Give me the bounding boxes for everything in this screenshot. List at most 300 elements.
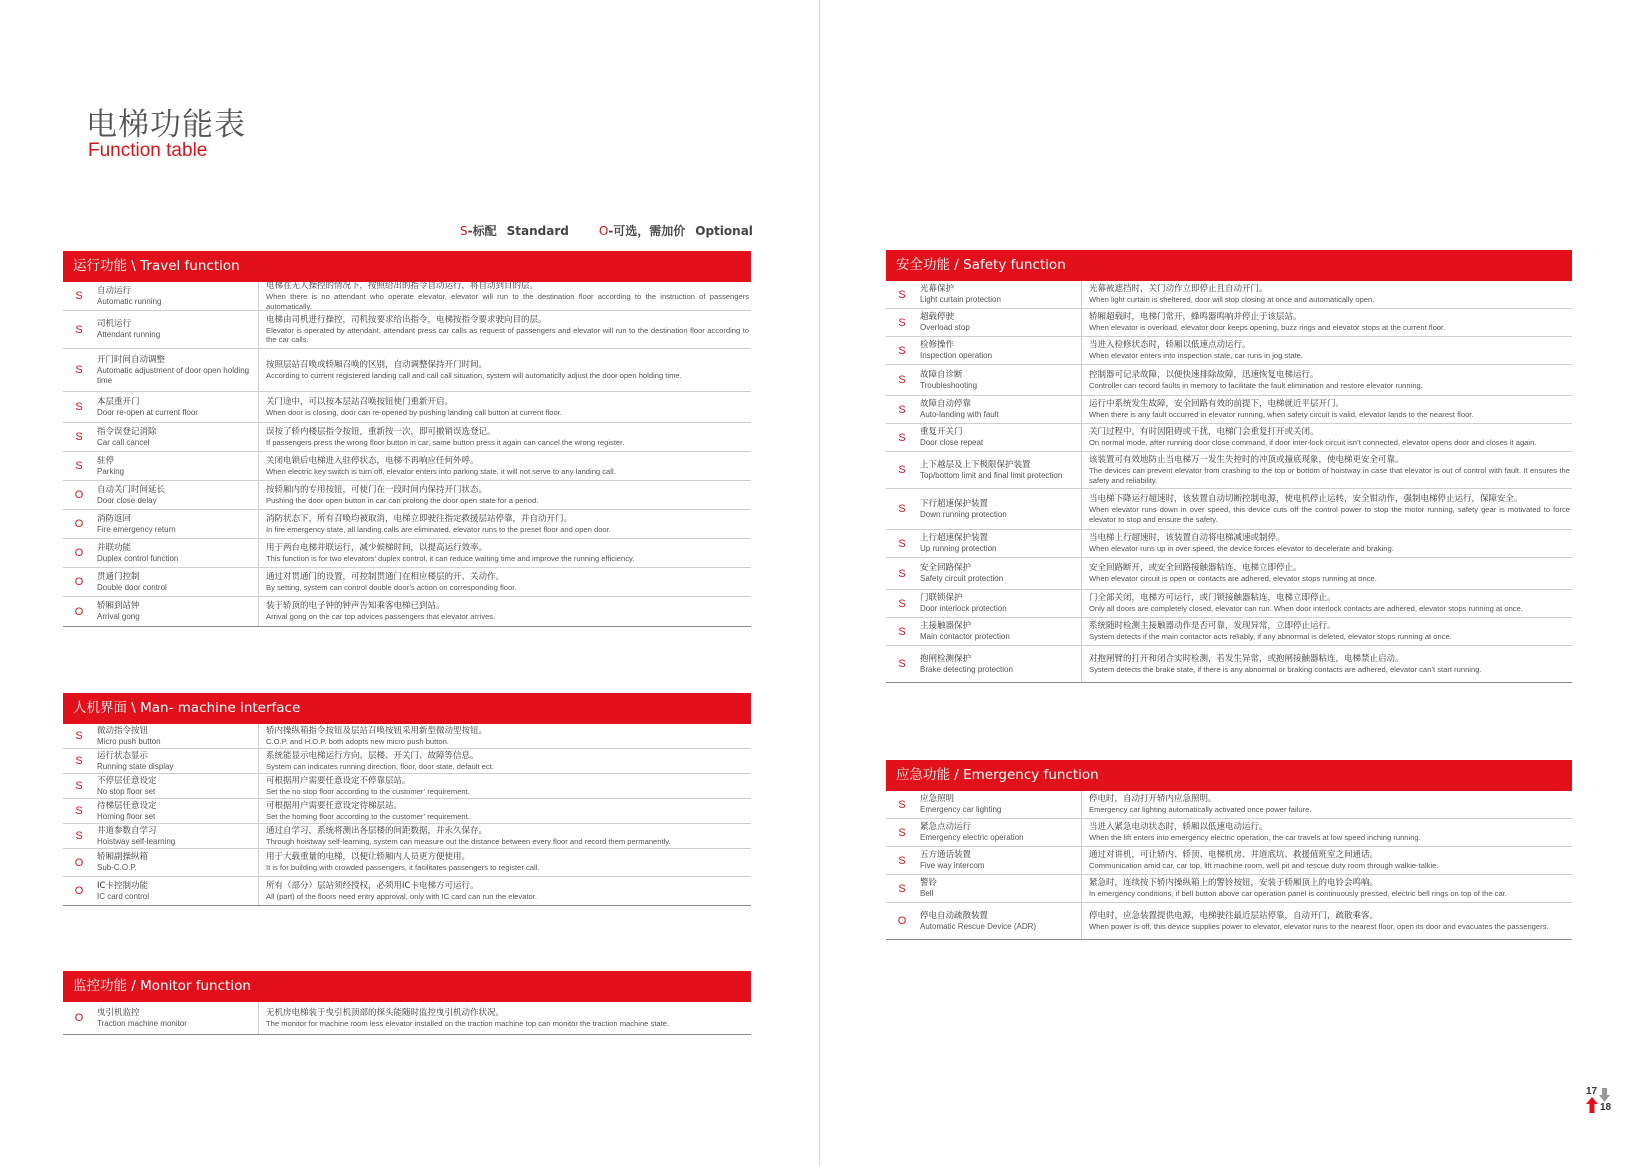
function-description	[259, 849, 751, 876]
function-name-cn: 故障自诊断	[920, 369, 963, 380]
description-en: Pushing the door open button in car can prolong the door open state for a period.	[266, 495, 539, 505]
description-cn: 对抱闸臂的打开和闭合实时检测，若发生异常，或抱闸接触器粘连，电梯禁止启动。	[1089, 653, 1404, 664]
function-name	[918, 646, 1082, 682]
function-name	[918, 558, 1082, 589]
table-row	[63, 799, 751, 824]
description-en: Elevator is operated by attendant, attendant press car calls as request of passengers and elevator will run to the destination floor according to the car calls.	[266, 325, 749, 344]
availability-mark: S	[898, 431, 906, 444]
availability-mark: S	[898, 625, 906, 638]
table-row	[63, 824, 751, 849]
table-row	[63, 282, 751, 311]
table-row	[886, 309, 1572, 337]
function-name-cn: 本层重开门	[97, 396, 140, 407]
description-en: When there is no attendant who operate elevator, elevator will run to the destination floor according to the instruction of passengers automatically.	[266, 292, 749, 310]
function-name-cn: 轿厢副操纵箱	[97, 852, 149, 862]
availability-mark: S	[898, 344, 906, 357]
description-cn: 控制器可记录故障，以便快速排除故障，迅速恢复电梯运行。	[1089, 369, 1319, 380]
function-description	[259, 311, 751, 348]
table-row	[63, 510, 751, 539]
function-name	[95, 311, 259, 348]
monitor-function-section	[63, 971, 751, 1035]
right-page	[820, 0, 1640, 1166]
description-cn: 关门过程中，有时因阻碍或干扰，电梯门会重复打开或关闭。	[1089, 427, 1319, 438]
function-description	[259, 749, 751, 773]
function-name	[95, 724, 259, 748]
function-description	[1082, 819, 1572, 846]
description-en: Through hoistway self-learning, system can measure out the distance between every floor and record them permanently.	[266, 836, 671, 846]
availability-mark: S	[75, 780, 83, 792]
function-description	[1082, 558, 1572, 589]
function-name-en: Automatic adjustment of door open holding time	[97, 365, 250, 385]
availability-mark: O	[74, 885, 84, 897]
function-description	[259, 799, 751, 823]
description-cn: 电梯在无人操控的情况下，按照给出的指令自动运行，将自动到目的层。	[266, 282, 539, 291]
function-name	[918, 791, 1082, 818]
function-name-en: Traction machine monitor	[97, 1018, 187, 1028]
function-name-en: Door close repeat	[920, 438, 984, 447]
function-name-en: Automatic Rescue Device (ADR)	[920, 921, 1037, 931]
function-name	[95, 452, 259, 480]
table-row	[63, 349, 751, 392]
function-name-en: Five way intercom	[920, 861, 985, 870]
function-name	[95, 392, 259, 422]
availability-mark: S	[898, 374, 906, 386]
function-name-en: Automatic running	[97, 296, 162, 306]
function-description	[259, 597, 751, 626]
function-name-cn: 检修操作	[920, 340, 955, 350]
function-name-cn: 消防返回	[97, 513, 132, 524]
function-name-cn: 贯通门控制	[97, 571, 140, 582]
table-row	[63, 724, 751, 749]
function-name-cn: 下行超速保护装置	[920, 498, 989, 509]
function-name-en: Emergency car lighting	[920, 805, 1002, 814]
function-name	[918, 819, 1082, 846]
availability-mark: S	[898, 597, 906, 610]
function-description	[259, 452, 751, 480]
function-name	[918, 590, 1082, 617]
function-name-cn: 不停层任意设定	[97, 775, 157, 786]
function-description	[259, 510, 751, 538]
description-en: System can indicates running direction, floor, door state, default ect.	[266, 761, 494, 771]
legend-s-en: Standard	[506, 224, 569, 238]
function-name	[95, 423, 259, 451]
function-description	[1082, 309, 1572, 336]
function-name-cn: 安全回路保护	[920, 563, 972, 573]
function-name-cn: 自动关门时间延长	[97, 484, 166, 495]
availability-mark: O	[74, 1012, 84, 1024]
description-cn: 关门途中，可以按本层站召唤按钮使门重新开启。	[266, 396, 454, 407]
description-en: When electric key switch is turn off, elevator enters into parking state, it will not serve to any landing call.	[266, 466, 616, 476]
function-name-cn: 自动运行	[97, 285, 132, 296]
description-en: Controller can record faults in memory to facilitate the fault elimination and restore elevator running.	[1089, 380, 1423, 390]
function-name	[95, 481, 259, 509]
function-name	[918, 875, 1082, 902]
function-name-cn: 驻停	[97, 455, 115, 466]
function-name-en: Door interlock protection	[920, 604, 1007, 613]
table-row	[886, 903, 1572, 939]
table-row	[886, 646, 1572, 682]
function-name-en: Overload stop	[920, 323, 970, 332]
table-row	[63, 849, 751, 877]
function-name-en: Fire emergency return	[97, 524, 176, 534]
availability-mark: S	[898, 854, 906, 867]
function-name-cn: 重复开关门	[920, 427, 963, 437]
safety-function-section	[886, 250, 1572, 683]
function-description	[1082, 337, 1572, 364]
function-name-cn: 停电自动疏散装置	[920, 910, 989, 921]
function-name-en: IC card control	[97, 891, 150, 901]
function-description	[1082, 618, 1572, 645]
function-description	[1082, 396, 1572, 423]
description-cn: 关闭电锁后电梯进入驻停状态，电梯不再响应任何外呼。	[266, 455, 479, 466]
availability-mark: O	[74, 605, 84, 618]
availability-mark: S	[75, 805, 83, 817]
description-cn: 误按了轿内楼层指令按钮，重新按一次，即可撤销误选登记。	[266, 426, 496, 437]
description-cn: 当进入紧急电动状态时，轿厢以低速电动运行。	[1089, 822, 1268, 833]
availability-mark: O	[74, 576, 84, 588]
description-cn: 当电梯上行超速时，该装置自动将电梯减速或制停。	[1089, 533, 1285, 544]
function-name	[918, 309, 1082, 336]
availability-mark: S	[75, 830, 83, 842]
function-name-cn: 轿厢到站钟	[97, 601, 140, 611]
section-header: 运行功能 \ Travel function	[63, 251, 751, 282]
function-name	[95, 749, 259, 773]
function-name-cn: 上行超速保护装置	[920, 533, 989, 543]
function-name-en: Door re-open at current floor	[97, 407, 198, 417]
availability-mark: S	[898, 288, 906, 301]
description-cn: 所有（部分）层站须经授权，必须用IC卡电梯方可运行。	[266, 880, 479, 891]
function-name	[918, 396, 1082, 423]
description-en: In fire emergency state, all landing calls are eliminated, elevator runs to the preset floor and open door.	[266, 524, 611, 534]
description-en: All (part) of the floors need entry approval, only with IC card can run the elevator.	[266, 891, 537, 901]
function-name-en: Light curtain protection	[920, 295, 1001, 304]
description-en: Communication amid car, car top, lift machine room, well pit and rescue duty room through walkie-talkie.	[1089, 861, 1439, 871]
table-row	[63, 597, 751, 626]
description-en: According to current registered landing call and call call situation, system will automaticlly adjust the door open holding time.	[266, 370, 682, 380]
description-cn: 系统随时检测主接触器动作是否可靠，发现异常，立即停止运行。	[1089, 621, 1336, 632]
man-machine-interface-section	[63, 693, 751, 906]
function-name-en: Emergency electric operation	[920, 833, 1024, 842]
description-en: The monitor for machine room less elevator installed on the traction machine top can monitor the traction machine state.	[266, 1018, 670, 1028]
page-number-right: 18	[1600, 1102, 1612, 1113]
availability-mark: S	[898, 316, 906, 329]
description-cn: 电梯由司机进行操控，司机按要求给出指令，电梯按指令要求驶向目的层。	[266, 314, 547, 325]
table-row	[886, 819, 1572, 847]
function-description	[259, 724, 751, 748]
description-en: Emergency car lighting automatically activated once power failure.	[1089, 805, 1312, 815]
function-description	[259, 774, 751, 798]
function-name	[918, 530, 1082, 557]
legend-s-mark: S	[460, 224, 468, 238]
description-cn: 可根据用户需要任意设定不停靠层站。	[266, 775, 411, 786]
table-row	[63, 539, 751, 568]
table-row	[886, 424, 1572, 452]
function-description	[1082, 424, 1572, 451]
function-name	[95, 849, 259, 876]
function-name	[918, 903, 1082, 939]
availability-mark: S	[75, 323, 83, 336]
function-name	[95, 510, 259, 538]
description-en: When elevator runs down in over speed, this device cuts off the control power to stop the motor running, safety gear is motivated to force elevator to stop and ensure the safety.	[1089, 505, 1570, 524]
availability-mark: O	[74, 547, 84, 559]
availability-mark: O	[74, 518, 84, 530]
table-row	[886, 452, 1572, 489]
legend	[460, 222, 753, 239]
legend-s-cn: -标配	[467, 224, 497, 238]
legend-o-en: Optional	[695, 224, 753, 238]
description-en: On normal mode, after running door close command, if door inter-lock circuit isn’t connected, elevator opens door and closes it again.	[1089, 438, 1537, 448]
function-name-en: Homing floor set	[97, 811, 156, 821]
availability-mark: S	[898, 798, 906, 811]
function-name-en: Safety circuit protection	[920, 574, 1004, 583]
function-description	[1082, 281, 1572, 308]
function-name-cn: 主接触器保护	[920, 621, 972, 631]
function-name-en: Top/bottom limit and final limit protection	[920, 470, 1063, 480]
table-row	[63, 774, 751, 799]
function-name	[95, 824, 259, 848]
description-en: By setting, system can control double door’s action on corresponding floor.	[266, 582, 517, 592]
availability-mark: S	[75, 290, 83, 302]
description-en: When elevator runs up in over speed, the device forces elevator to decelerate and braking.	[1089, 544, 1394, 554]
function-name-en: Duplex control function	[97, 553, 179, 563]
page-number	[1580, 1086, 1620, 1118]
function-name-cn: 门联锁保护	[920, 593, 963, 603]
availability-mark: S	[75, 364, 83, 376]
description-en: The devices can prevent elevator from crashing to the top or bottom of hoistway in case that elevator is out of control with fault. It ensures the safety and reliability.	[1089, 466, 1570, 485]
description-en: When elevator enters into inspection state, car runs in jog state.	[1089, 351, 1304, 361]
function-description	[259, 349, 751, 391]
function-description	[1082, 847, 1572, 874]
availability-mark: S	[75, 730, 83, 742]
table-row	[63, 392, 751, 423]
function-name-en: Down running protection	[920, 509, 1007, 519]
function-name	[918, 618, 1082, 645]
arrow-up-icon	[1586, 1097, 1598, 1113]
function-name-cn: 司机运行	[97, 319, 132, 329]
function-name	[918, 489, 1082, 529]
function-name-en: Brake detecting protection	[920, 664, 1013, 674]
function-name-en: Parking	[97, 466, 125, 476]
function-rows	[886, 791, 1572, 940]
emergency-function-section	[886, 760, 1572, 940]
description-cn: 按照层站召唤或轿厢召唤的区别，自动调整保持开门时间。	[266, 359, 488, 370]
description-en: Only all doors are completely closed, elevator can run. When door interlock contacts are adhered, elevator stops running at once.	[1089, 604, 1523, 614]
function-description	[1082, 489, 1572, 529]
function-description	[1082, 791, 1572, 818]
description-en: When power is off, this device supplies power to elevator, elevator runs to the nearest floor, open its door and evacuates the passengers.	[1089, 921, 1549, 931]
table-row	[886, 875, 1572, 903]
function-name-cn: 曳引机监控	[97, 1007, 140, 1018]
function-description	[1082, 646, 1572, 682]
function-name	[95, 597, 259, 626]
function-description	[259, 824, 751, 848]
availability-mark: S	[75, 401, 83, 413]
description-cn: 该装置可有效地防止当电梯万一发生失控时的冲顶或撞底现象，使电梯更安全可靠。	[1089, 455, 1404, 465]
function-description	[259, 539, 751, 567]
arrow-down-icon	[1599, 1088, 1610, 1102]
description-en: It is for building with crowded passengers, it facilitates passengers to register call.	[266, 863, 540, 873]
availability-mark: S	[898, 464, 906, 476]
function-rows	[886, 281, 1572, 683]
function-name	[95, 568, 259, 596]
description-cn: 系统能显示电梯运行方向、层楼、开关门、故障等信息。	[266, 750, 479, 761]
description-cn: 用于大载重量的电梯，以便让轿厢内人员更方便使用。	[266, 852, 471, 863]
description-cn: 运行中系统发生故障，安全回路有效的前提下，电梯就近平层开门。	[1089, 399, 1345, 410]
availability-mark: S	[75, 460, 83, 472]
function-name-en: No stop floor set	[97, 786, 156, 796]
description-en: This function is for two elevators’ duplex control, it can reduce waiting time and improve the running efficiency.	[266, 553, 635, 563]
description-cn: 安全回路断开，或安全回路接触器粘连，电梯立即停止。	[1089, 563, 1302, 574]
function-name-en: Auto-landing with fault	[920, 410, 999, 419]
table-row	[886, 530, 1572, 558]
function-name-cn: 超载停驶	[920, 312, 955, 322]
availability-mark: S	[898, 658, 906, 670]
description-en: When there is any fault occurred in elevator running, when safety circuit is valid, elevator lands to the nearest floor.	[1089, 410, 1474, 420]
section-header: 安全功能 / Safety function	[886, 250, 1572, 281]
function-name-cn: 井道参数自学习	[97, 825, 157, 836]
description-cn: 当电梯下降运行超速时，该装置自动切断控制电源，使电机停止运转，安全钳动作，强制电梯停止运行，保障安全。	[1089, 494, 1523, 504]
function-name-cn: 并联功能	[97, 542, 132, 553]
function-description	[1082, 365, 1572, 395]
description-en: When door is closing, door can re-opened by pushing landing call button at current floor.	[266, 407, 562, 417]
function-description	[259, 1002, 751, 1034]
description-en: System detects the brake state, if there is any abnormal or braking contacts are adhered, elevator can’t start running.	[1089, 664, 1482, 674]
page-title-en: Function table	[88, 140, 208, 161]
function-description	[259, 568, 751, 596]
section-header: 应急功能 / Emergency function	[886, 760, 1572, 791]
function-description	[259, 877, 751, 905]
function-name-cn: 故障自动停靠	[920, 399, 972, 409]
description-cn: 光幕被遮挡时，关门动作立即停止且自动开门。	[1089, 284, 1268, 295]
function-name	[918, 365, 1082, 395]
description-cn: 门全部关闭，电梯方可运行，或门锁接触器粘连，电梯立即停止。	[1089, 593, 1336, 604]
table-row	[63, 452, 751, 481]
function-name	[918, 452, 1082, 488]
description-en: C.O.P. and H.O.P. both adopts new micro push button.	[266, 736, 449, 746]
description-en: System detects if the main contactor acts reliably, if any abnormal is deleted, elevator stops running at once.	[1089, 632, 1452, 642]
function-name-cn: 待梯层任意设定	[97, 800, 157, 811]
availability-mark: S	[75, 431, 83, 443]
legend-o-mark: O	[598, 224, 609, 238]
table-row	[63, 481, 751, 510]
function-description	[259, 423, 751, 451]
table-row	[63, 311, 751, 349]
function-name-cn: 指令误登记消除	[97, 426, 157, 437]
function-name-cn: 开门时间自动调整	[97, 354, 166, 365]
description-cn: 轿厢超载时，电梯门常开，蜂鸣器鸣响并停止于该层站。	[1089, 312, 1302, 323]
availability-mark: S	[898, 882, 906, 895]
function-name	[918, 847, 1082, 874]
function-description	[1082, 590, 1572, 617]
description-cn: 当进入检修状态时，轿厢以低速点动运行。	[1089, 340, 1251, 351]
table-row	[886, 618, 1572, 646]
availability-mark: S	[898, 503, 906, 515]
function-name-cn: 微动指令按钮	[97, 725, 149, 736]
function-name-en: Up running protection	[920, 544, 997, 553]
description-cn: 无机房电梯装于曳引机顶部的探头能随时监控曳引机动作状况。	[266, 1007, 505, 1018]
function-name-en: Main contactor protection	[920, 632, 1010, 641]
table-row	[886, 791, 1572, 819]
description-cn: 用于两台电梯并联运行，减少候梯时间，以提高运行效率。	[266, 542, 488, 553]
availability-mark: O	[74, 856, 84, 869]
description-cn: 消防状态下，所有召唤均被取消，电梯立即驶往指定救援层站停靠，并自动开门。	[266, 513, 573, 524]
description-cn: 紧急时，连续按下轿内操纵箱上的警铃按钮，安装于轿厢顶上的电铃会鸣响。	[1089, 878, 1379, 889]
function-name-en: Running state display	[97, 761, 174, 771]
function-rows	[63, 1002, 751, 1035]
description-cn: 按轿厢内的专用按钮，可使门在一段时间内保持开门状态。	[266, 484, 488, 495]
function-description	[259, 392, 751, 422]
table-row	[886, 590, 1572, 618]
description-en: If passengers press the wrong floor button in car, same button press it again can cancel the wrong register.	[266, 437, 625, 447]
function-name-cn: 紧急点动运行	[920, 822, 972, 832]
function-rows	[63, 282, 751, 627]
table-row	[63, 423, 751, 452]
function-name-cn: 抱闸检测保护	[920, 653, 972, 664]
function-name	[95, 877, 259, 905]
description-cn: 装于轿顶的电子钟的钟声告知乘客电梯已到站。	[266, 601, 445, 612]
description-cn: 停电时，应急装置提供电源，电梯驶往最近层站停靠，自动开门，疏散乘客。	[1089, 910, 1379, 921]
function-name	[918, 281, 1082, 308]
function-rows	[63, 724, 751, 906]
function-name-cn: 警铃	[920, 878, 938, 888]
function-name	[95, 282, 259, 310]
description-cn: 可根据用户需要任意设定待梯层站。	[266, 800, 403, 811]
function-description	[1082, 875, 1572, 902]
function-name-en: Hoistway self-learning	[97, 836, 176, 846]
table-row	[886, 365, 1572, 396]
function-name-en: Micro push button	[97, 736, 161, 746]
description-en: When the lift enters into emergency electric operation, the car travels at low speed inching running.	[1089, 833, 1421, 843]
availability-mark: S	[898, 567, 906, 580]
function-name-cn: 上下越层及上下极限保护装置	[920, 459, 1031, 470]
availability-mark: O	[74, 489, 84, 501]
function-name	[918, 424, 1082, 451]
availability-mark: S	[75, 755, 83, 767]
function-name	[95, 1002, 259, 1034]
table-row	[63, 749, 751, 774]
description-en: Set the homing floor according to the customer’ requirement.	[266, 811, 470, 821]
table-row	[886, 337, 1572, 365]
function-name-cn: IC卡控制功能	[97, 880, 148, 891]
function-name-cn: 应急照明	[920, 794, 955, 804]
table-row	[886, 558, 1572, 590]
description-en: When elevator is overload, elevator door keeps opening, buzz rings and elevator stops at the current floor.	[1089, 323, 1446, 333]
function-description	[1082, 903, 1572, 939]
description-cn: 轿内操纵箱指令按钮及层站召唤按钮采用新型微动型按钮。	[266, 725, 488, 736]
function-name-en: Troubleshooting	[920, 380, 978, 390]
description-en: In emergency conditions, if bell button above car operation panel is continuously pressed, electric bell rings on top of the car.	[1089, 889, 1507, 899]
availability-mark: O	[897, 915, 907, 927]
section-header: 人机界面 \ Man- machine interface	[63, 693, 751, 724]
table-row	[886, 847, 1572, 875]
function-description	[1082, 452, 1572, 488]
function-name-en: Bell	[920, 889, 934, 898]
availability-mark: S	[898, 537, 906, 550]
table-row	[886, 281, 1572, 309]
function-name-en: Attendant running	[97, 330, 161, 339]
travel-function-section	[63, 251, 751, 627]
legend-o-cn: -可选，需加价	[608, 224, 686, 238]
function-name-en: Door close delay	[97, 495, 157, 505]
description-cn: 通过自学习，系统将测出各层楼的间距数据，并永久保存。	[266, 825, 488, 836]
function-name	[95, 349, 259, 391]
description-en: Arrival gong on the car top advices passengers that elevator arrives.	[266, 612, 496, 622]
function-name	[95, 774, 259, 798]
function-description	[1082, 530, 1572, 557]
table-row	[63, 568, 751, 597]
function-description	[259, 481, 751, 509]
description-en: Set the no stop floor according to the customer’ requirement.	[266, 786, 470, 796]
